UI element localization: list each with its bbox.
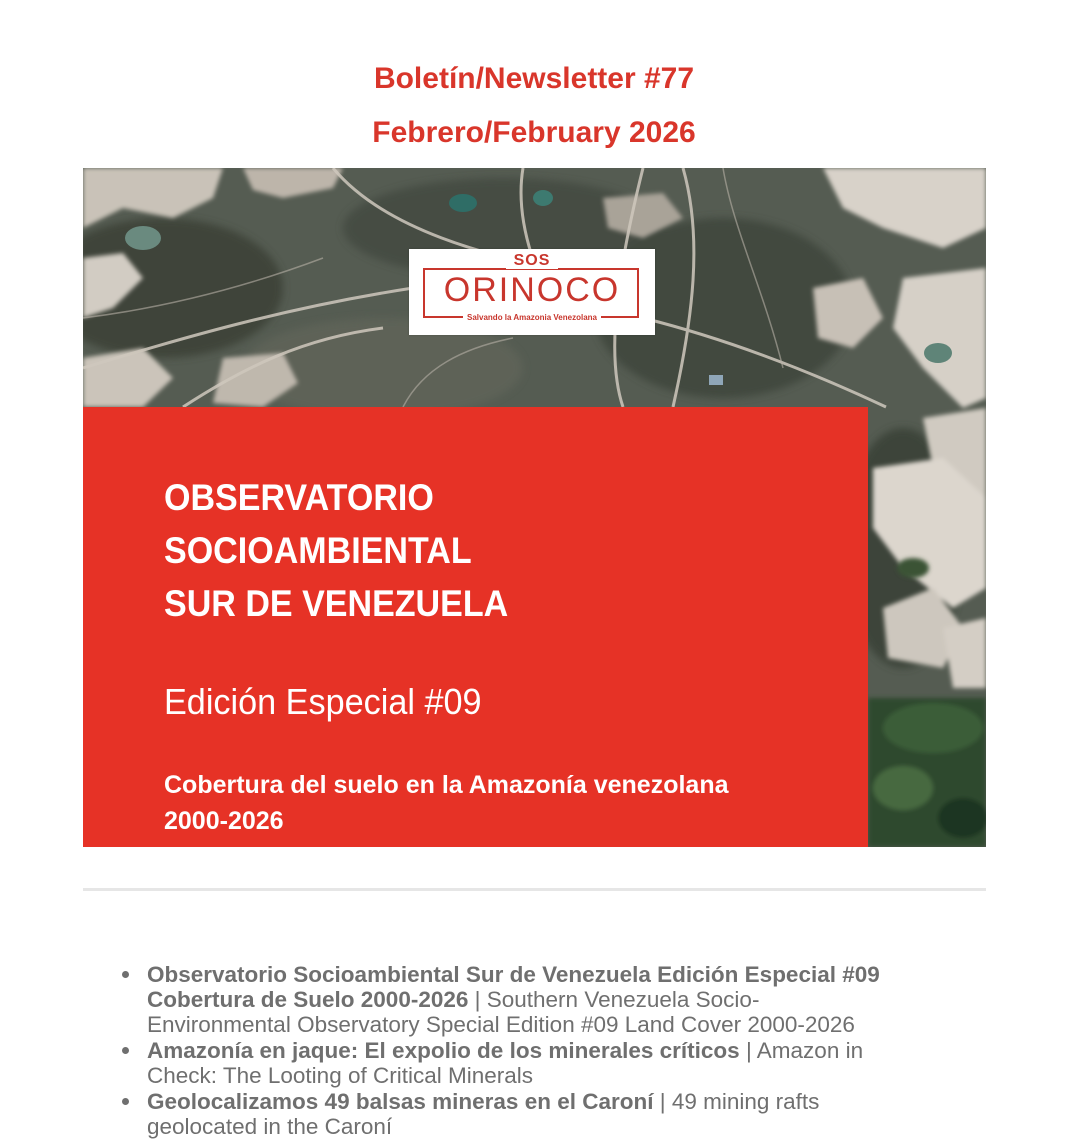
observatory-title-line: SOCIOAMBIENTAL <box>164 530 472 571</box>
edition-subtitle-line: Cobertura del suelo en la Amazonía venezolana <box>164 771 729 799</box>
bullet-icon <box>122 971 129 978</box>
news-headline-en: Amazon in <box>756 1038 864 1063</box>
observatory-title-line: OBSERVATORIO <box>164 477 434 518</box>
logo-tagline: Salvando la Amazonia Venezolana <box>463 313 601 322</box>
news-headline-en: Check: The Looting of Critical Minerals <box>147 1063 534 1088</box>
news-headline-es[interactable]: Observatorio Socioambiental Sur de Venezuela Edición Especial #09 <box>147 962 880 987</box>
observatory-panel <box>83 407 868 847</box>
section-divider <box>83 888 986 891</box>
edition-label: Edición Especial #09 <box>164 681 482 722</box>
news-headline-es[interactable]: Amazonía en jaque: El expolio de los minerales críticos <box>147 1038 740 1063</box>
hero-banner[interactable] <box>83 168 986 847</box>
separator: | <box>739 1038 757 1063</box>
bullet-icon <box>122 1098 129 1105</box>
news-headline-en: 49 mining rafts <box>671 1089 820 1114</box>
news-headline-es[interactable]: Geolocalizamos 49 balsas mineras en el Caroní <box>147 1089 654 1114</box>
list-item[interactable] <box>147 962 1027 1037</box>
news-headline-es[interactable]: Cobertura de Suelo 2000-2026 <box>147 987 469 1012</box>
news-headline-en: Southern Venezuela Socio- <box>486 987 760 1012</box>
observatory-title-line: SUR DE VENEZUELA <box>164 583 509 624</box>
logo-orinoco-text: ORINOCO <box>443 271 621 309</box>
newsletter-title: Boletín/Newsletter #77 <box>373 62 695 95</box>
sos-orinoco-logo[interactable] <box>409 249 655 335</box>
newsletter-date: Febrero/February 2026 <box>372 116 696 149</box>
edition-subtitle-line: 2000-2026 <box>164 807 284 835</box>
logo-sos-text: SOS <box>506 252 559 269</box>
newsletter-header <box>0 52 1068 160</box>
list-item[interactable] <box>147 1089 1027 1139</box>
news-list <box>147 962 1027 1140</box>
list-item[interactable] <box>147 1038 1027 1088</box>
separator: | <box>468 987 487 1012</box>
news-headline-en: geolocated in the Caroní <box>147 1114 393 1139</box>
observatory-title <box>164 471 508 630</box>
bullet-icon <box>122 1047 129 1054</box>
separator: | <box>653 1089 672 1114</box>
news-headline-en: Environmental Observatory Special Edition #09 Land Cover 2000-2026 <box>147 1012 855 1037</box>
edition-subtitle <box>164 767 729 839</box>
